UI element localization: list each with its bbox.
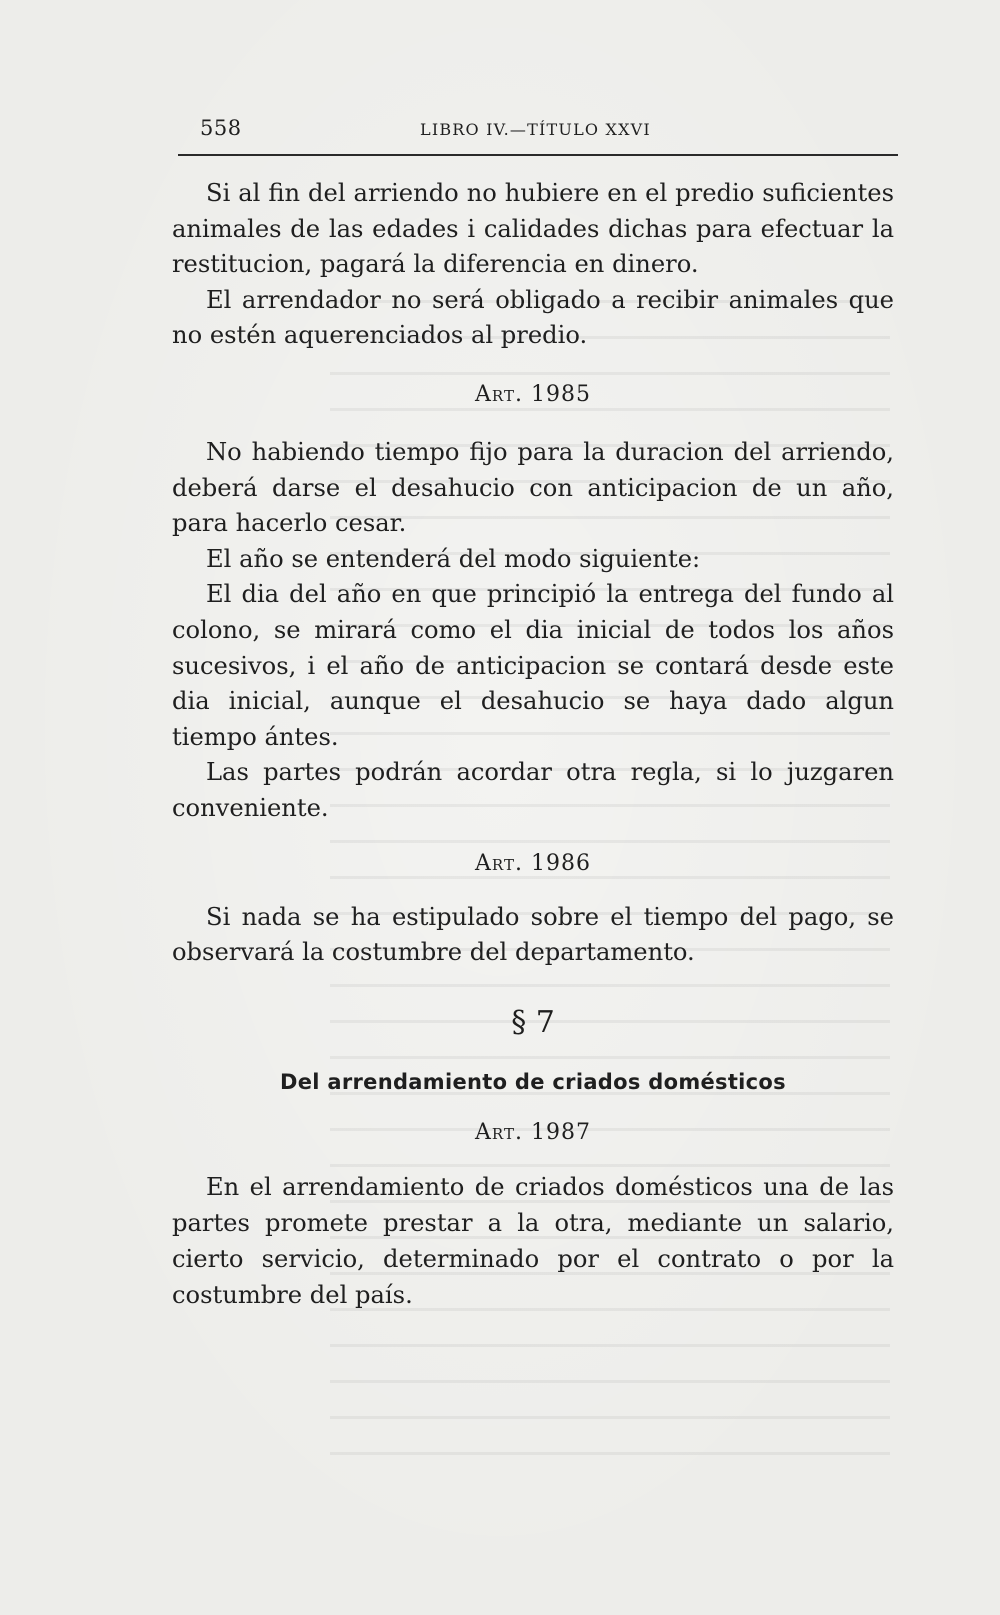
article-heading-1985: Art. 1985	[475, 381, 591, 407]
paragraph-domestic-service: En el arrendamiento de criados domésticos una de las partes promete prestar a la otra, mediante un salario, cierto servicio, determinado por el contrato o por la costumbre del país.	[172, 1172, 894, 1309]
paragraph-restitution: Si al fin del arriendo no hubiere en el predio suficientes animales de las edades i calidades dichas para efectuar la restitucion, pagará la diferencia en dinero.	[172, 179, 894, 279]
article-heading-1986: Art. 1986	[475, 850, 591, 876]
section-title: Del arrendamiento de criados domésticos	[280, 1069, 786, 1094]
paragraph-desahucio: No habiendo tiempo fijo para la duracion del arriendo, deberá darse el desahucio con anticipacion de un año, para hacerlo cesar.	[172, 437, 894, 538]
running-head: LIBRO IV.—TÍTULO XXVI	[420, 120, 651, 139]
section-mark: § 7	[511, 1004, 555, 1040]
page-header	[180, 116, 895, 152]
paragraph-aquerenciados: El arrendador no será obligado a recibir animales que no estén aquerenciados al predio.	[172, 285, 894, 350]
page-number: 558	[200, 116, 242, 140]
paragraph-other-rule: Las partes podrán acordar otra regla, si lo juzgaren conveniente.	[172, 758, 894, 822]
article-heading-1987: Art. 1987	[475, 1119, 591, 1145]
paragraph-payment-custom: Si nada se ha estipulado sobre el tiempo del pago, se observará la costumbre del departamento.	[172, 902, 894, 967]
paragraph-year-rule: El año se entenderá del modo siguiente:	[206, 544, 701, 573]
last-article-body	[172, 1169, 894, 1313]
header-rule	[178, 154, 898, 156]
paragraph-initial-day: El dia del año en que principió la entrega del fundo al colono, se mirará como el dia inicial de todos los años sucesivos, i el año de anticipacion se contará desde este dia inicial, aunque el desahucio se haya dado algun tiempo ántes.	[172, 580, 894, 751]
body-text	[172, 176, 894, 1313]
